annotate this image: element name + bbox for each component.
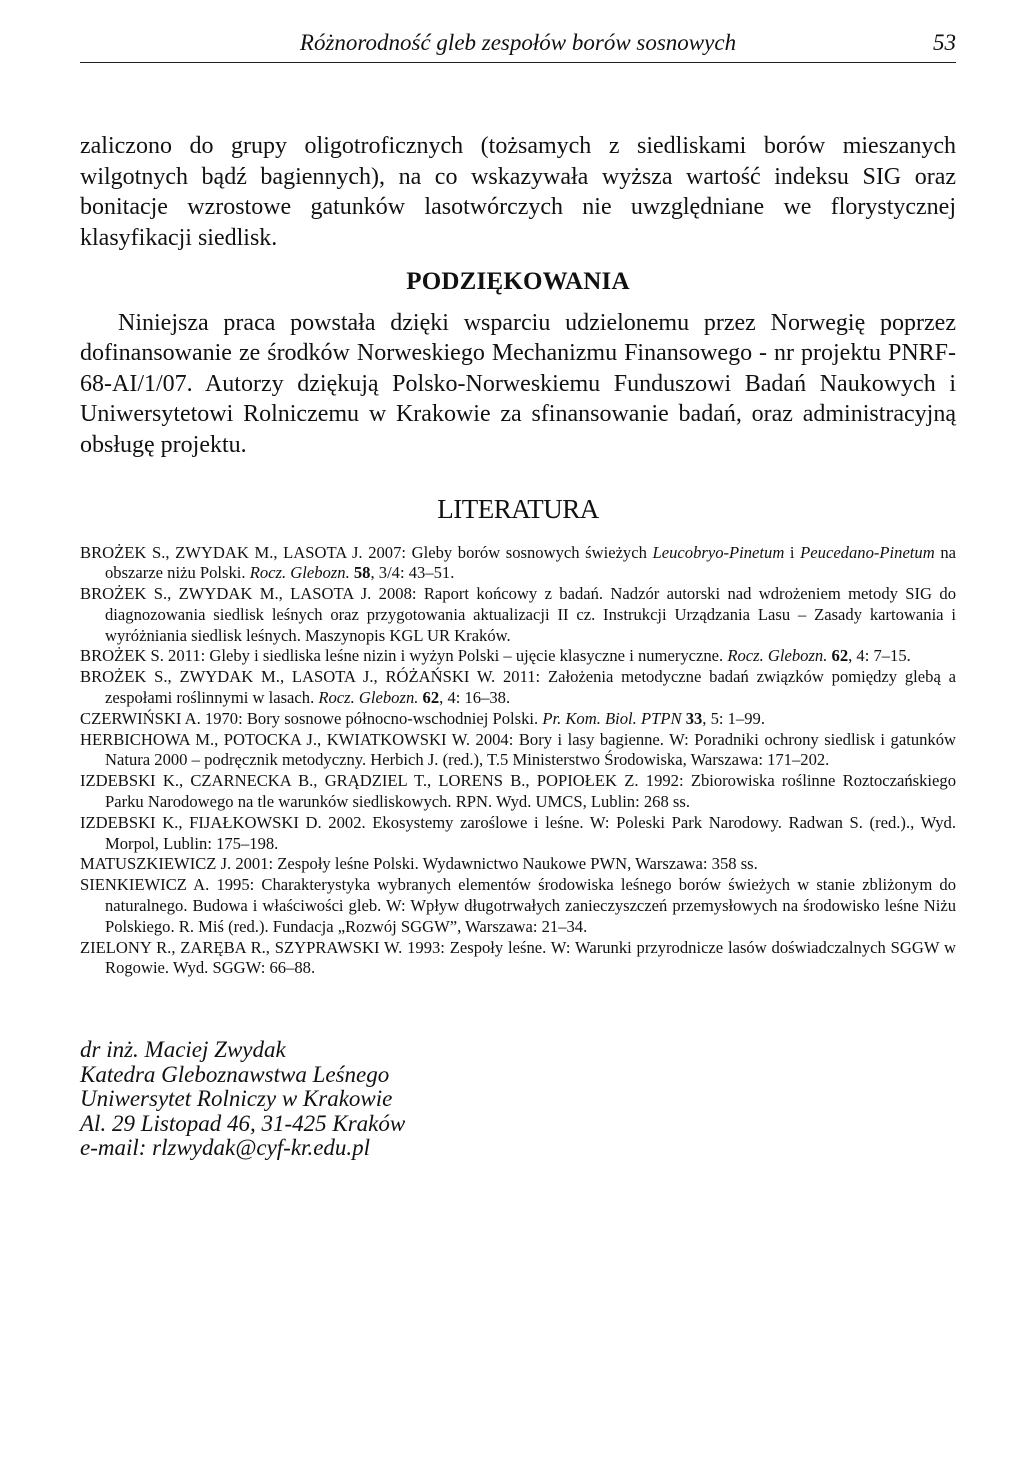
reference-item bbox=[80, 667, 956, 709]
reference-text: MATUSZKIEWICZ J. 2001: Zespoły leśne Polski. Wydawnictwo Naukowe PWN, Warszawa: 358 ss. bbox=[80, 854, 758, 874]
reference-text: na obszarze niżu Polski. bbox=[105, 542, 956, 583]
reference-item bbox=[80, 709, 956, 730]
reference-species-italic: Peucedano-Pinetum bbox=[800, 542, 935, 562]
reference-item bbox=[80, 771, 956, 813]
reference-text: HERBICHOWA M., POTOCKA J., KWIATKOWSKI W. 2004: Bory i lasy bagienne. W: Poradniki ochrony siedlisk i gatunków Natura 2000 – podręcznik metodyczny. Herbich J. (red.), T.5 Ministerstwo Środowiska, Warszawa: 171–202. bbox=[80, 729, 956, 770]
acknowledgements-paragraph: Niniejsza praca powstała dzięki wsparciu udzielonemu przez Norwegię poprzez dofinansowanie ze środków Norweskiego Mechanizmu Finansowego - nr projektu PNRF-68-AI/1/07. Autorzy dziękują Polsko-Norweskiemu Funduszowi Badań Naukowych i Uniwersytetowi Rolniczemu w Krakowie za sfinansowanie badań, oraz administracyjną obsługę projektu. bbox=[80, 309, 956, 458]
reference-item bbox=[80, 854, 956, 875]
reference-text: ZIELONY R., ZARĘBA R., SZYPRAWSKI W. 1993: Zespoły leśne. W: Warunki przyrodnicze lasów doświadczalnych SGGW w Rogowie. Wyd. SGGW: 66–88. bbox=[80, 937, 956, 978]
reference-volume: 62 bbox=[422, 688, 440, 708]
page-number: 53 bbox=[933, 30, 956, 55]
reference-item bbox=[80, 730, 956, 772]
reference-pages: , 4: 16–38. bbox=[439, 688, 511, 708]
author-address: Al. 29 Listopad 46, 31-425 Kraków bbox=[80, 1110, 406, 1136]
reference-species-italic: Leucobryo-Pinetum bbox=[652, 542, 785, 562]
reference-journal: Rocz. Glebozn. bbox=[318, 688, 419, 708]
reference-pages: , 5: 1–99. bbox=[702, 708, 765, 728]
reference-item bbox=[80, 646, 956, 667]
reference-text: SIENKIEWICZ A. 1995: Charakterystyka wybranych elementów środowiska leśnego borów świeżych w stanie zbliżonym do naturalnego. Budowa i właściwości gleb. W: Wpływ długotrwałych zanieczyszczeń przemysłowych na środowisko leśne Niżu Polskiego. R. Miś (red.). Fundacja „Rozwój SGGW”, Warszawa: 21–34. bbox=[80, 875, 956, 936]
reference-item bbox=[80, 584, 956, 646]
reference-list bbox=[80, 543, 956, 980]
reference-pages: , 4: 7–15. bbox=[848, 646, 911, 666]
author-university: Uniwersytet Rolniczy w Krakowie bbox=[80, 1086, 393, 1111]
intro-paragraph: zaliczono do grupy oligotroficznych (tożsamych z siedliskami borów mieszanych wilgotnych bądź bagiennych), na co wskazywała wyższa wartość indeksu SIG oraz bonitacje wzrostowe gatunków lasotwórczych nie uwzględniane we florystycznej klasyfikacji siedlisk. bbox=[80, 133, 956, 251]
reference-volume: 58 bbox=[353, 563, 371, 583]
author-department: Katedra Gleboznawstwa Leśnego bbox=[80, 1061, 390, 1087]
running-header bbox=[80, 28, 956, 63]
reference-item bbox=[80, 875, 956, 937]
reference-journal: Rocz. Glebozn. bbox=[249, 563, 350, 583]
acknowledgements-heading: PODZIĘKOWANIA bbox=[406, 268, 630, 295]
reference-item bbox=[80, 543, 956, 585]
reference-text: BROŻEK S., ZWYDAK M., LASOTA J. 2008: Raport końcowy z badań. Nadzór autorski nad wdrożeniem metody SIG do diagnozowania siedlisk leśnych oraz przygotowania aktualizacji II cz. Instrukcji Urządzania Lasu – Zasady kartowania i wyróżniania siedlisk leśnych. Maszynopis KGL UR Kraków. bbox=[80, 584, 956, 645]
author-email: e-mail: rlzwydak@cyf-kr.edu.pl bbox=[80, 1135, 371, 1160]
reference-text: BROŻEK S., ZWYDAK M., LASOTA J. 2007: Gleby borów sosnowych świeżych bbox=[80, 542, 653, 562]
reference-item bbox=[80, 813, 956, 855]
reference-text: i bbox=[784, 542, 801, 562]
reference-journal: Pr. Kom. Biol. PTPN bbox=[542, 708, 682, 728]
author-affiliation bbox=[80, 1038, 405, 1161]
reference-volume: 33 bbox=[685, 708, 703, 728]
reference-text: BROŻEK S., ZWYDAK M., LASOTA J., RÓŻAŃSKI W. 2011: Założenia metodyczne badań związków pomiędzy glebą a zespołami roślinnymi w lasach. bbox=[80, 667, 956, 708]
reference-journal: Rocz. Glebozn. bbox=[727, 646, 828, 666]
reference-text: BROŻEK S. 2011: Gleby i siedliska leśne nizin i wyżyn Polski – ujęcie klasyczne i numeryczne. bbox=[80, 646, 728, 666]
reference-text: IZDEBSKI K., CZARNECKA B., GRĄDZIEL T., LORENS B., POPIOŁEK Z. 1992: Zbiorowiska roślinne Roztoczańskiego Parku Narodowego na tle warunków siedliskowych. RPN. Wyd. UMCS, Lublin: 268 ss. bbox=[80, 771, 956, 812]
reference-pages: , 3/4: 43–51. bbox=[370, 563, 455, 583]
reference-item bbox=[80, 938, 956, 980]
author-name: dr inż. Maciej Zwydak bbox=[80, 1037, 286, 1062]
reference-volume: 62 bbox=[831, 646, 849, 666]
reference-text: CZERWIŃSKI A. 1970: Bory sosnowe północno-wschodniej Polski. bbox=[80, 708, 543, 728]
literature-heading: LITERATURA bbox=[437, 494, 599, 524]
body-text bbox=[80, 131, 956, 525]
running-title: Różnorodność gleb zespołów borów sosnowych bbox=[299, 30, 737, 55]
reference-text: IZDEBSKI K., FIJAŁKOWSKI D. 2002. Ekosystemy zaroślowe i leśne. W: Poleski Park Narodowy. Radwan S. (red.)., Wyd. Morpol, Lublin: 175–198. bbox=[80, 812, 956, 853]
document-page bbox=[80, 28, 956, 979]
